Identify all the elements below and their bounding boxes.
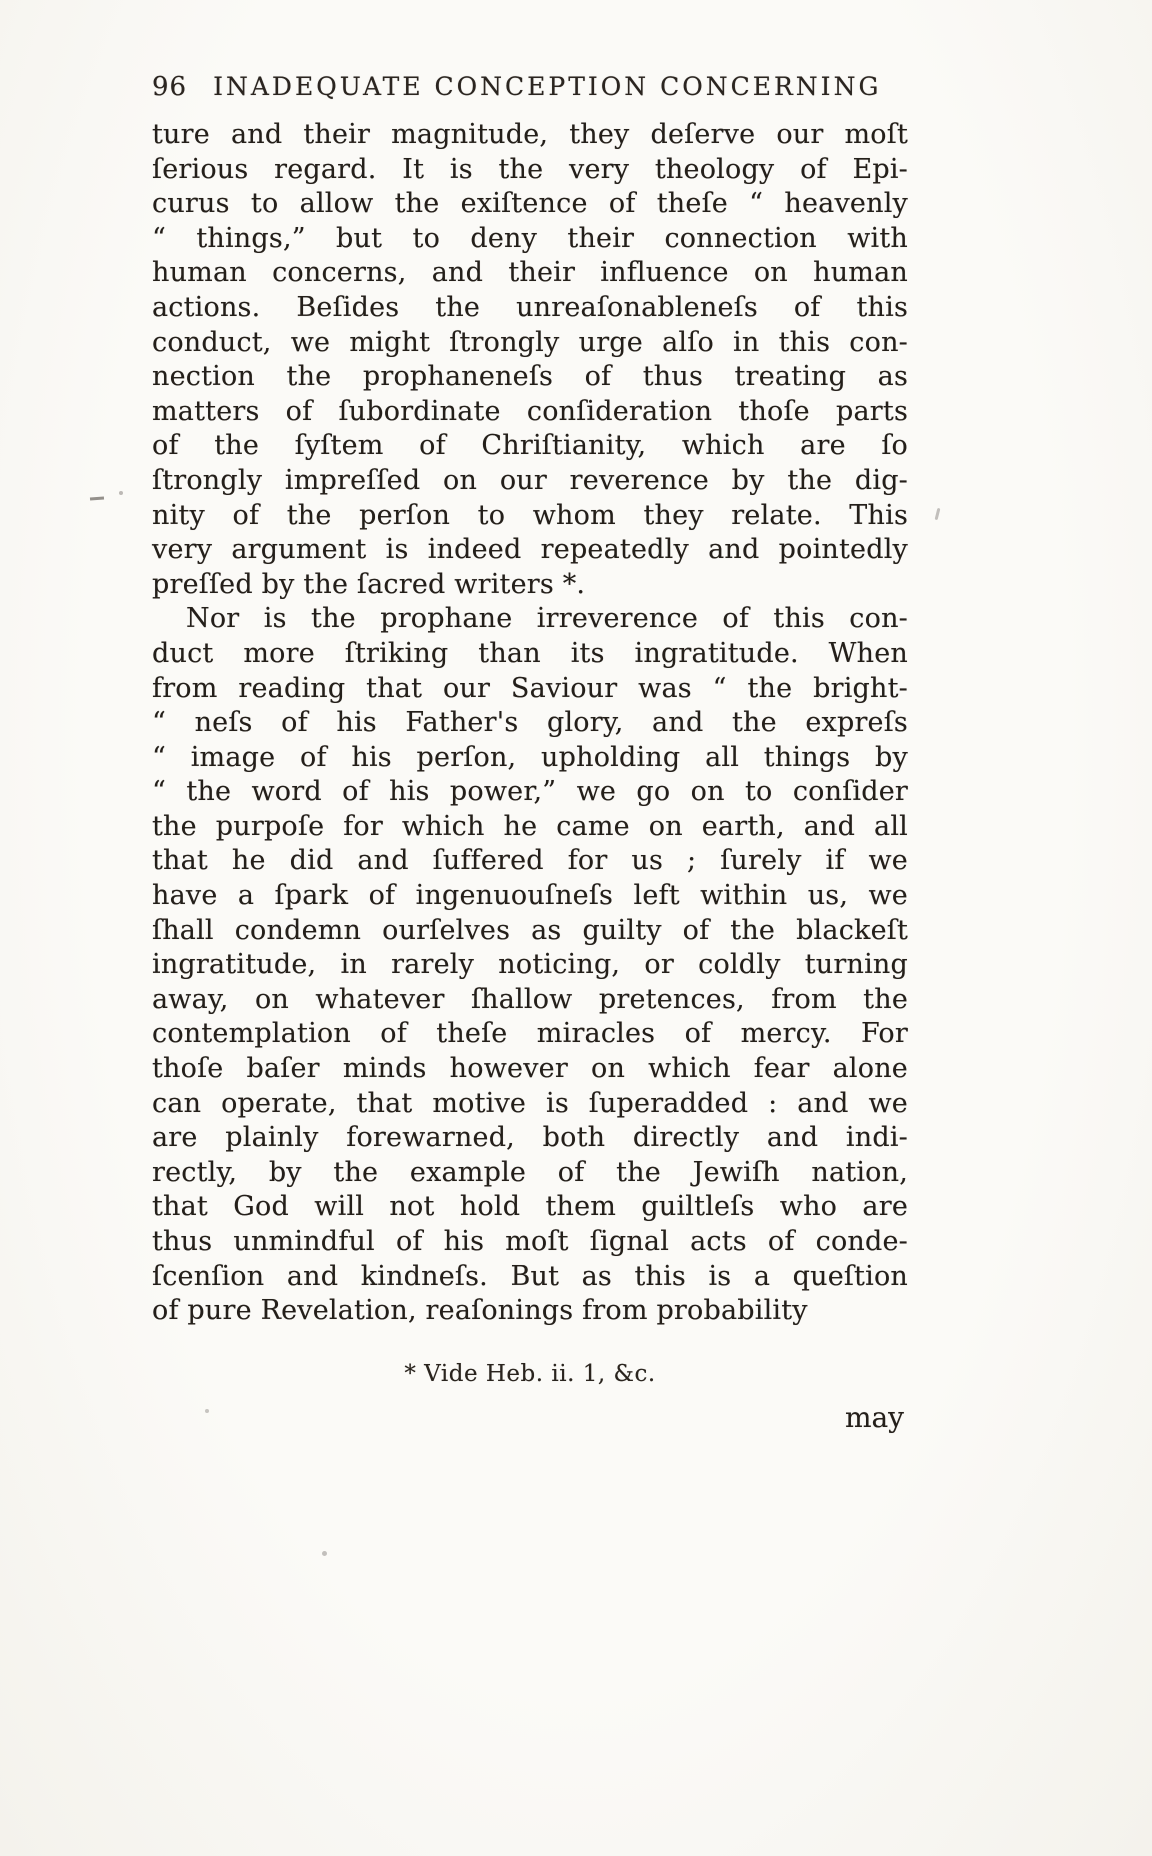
text-line: curus to allow the exiſtence of theſe “ heavenly bbox=[152, 188, 908, 220]
text-line: that God will not hold them guiltleſs who are bbox=[152, 1191, 908, 1223]
text-line: of the ſyſtem of Chriſtianity, which are ſo bbox=[152, 430, 908, 462]
text-line: ingratitude, in rarely noticing, or coldly turning bbox=[152, 949, 908, 981]
catchword: may bbox=[844, 1400, 904, 1434]
text-line: matters of ſubordinate conſideration thoſe parts bbox=[152, 395, 908, 427]
body-text bbox=[152, 118, 908, 1329]
text-line: ture and their magnitude, they deſerve our moſt bbox=[152, 119, 908, 150]
scan-artifact bbox=[205, 1409, 209, 1413]
text-line: are plainly forewarned, both directly and indi- bbox=[152, 1122, 908, 1154]
scan-artifact bbox=[322, 1551, 327, 1556]
text-line: contemplation of theſe miracles of mercy. For bbox=[152, 1018, 908, 1050]
scan-artifact bbox=[90, 497, 104, 501]
text-line: that he did and ſuffered for us ; ſurely if we bbox=[152, 845, 908, 877]
text-line: “ image of his perſon, upholding all things by bbox=[152, 741, 908, 773]
text-line: the purpoſe for which he came on earth, and all bbox=[152, 810, 908, 842]
text-line: can operate, that motive is ſuperadded : and we bbox=[152, 1087, 908, 1119]
text-line: ſerious regard. It is the very theology of Epi- bbox=[152, 153, 908, 185]
scan-artifact bbox=[119, 491, 123, 495]
text-line: conduct, we might ſtrongly urge alſo in this con- bbox=[152, 326, 908, 358]
text-line: ſtrongly impreſſed on our reverence by the dig- bbox=[152, 464, 908, 496]
text-line: of pure Revelation, reaſonings from probability bbox=[152, 1295, 808, 1327]
text-line: nity of the perſon to whom they relate. This bbox=[152, 499, 908, 531]
text-line: preſſed by the ſacred writers *. bbox=[152, 568, 586, 600]
paragraph-2 bbox=[152, 602, 908, 1328]
page-content bbox=[152, 72, 908, 1434]
page-number: 96 bbox=[152, 72, 188, 102]
text-line: Nor is the prophane irreverence of this con- bbox=[186, 603, 908, 635]
text-line: “ the word of his power,” we go on to conſider bbox=[152, 776, 908, 808]
paragraph-1 bbox=[152, 118, 908, 602]
scan-artifact bbox=[935, 508, 941, 520]
running-header-title: INADEQUATE CONCEPTION CONCERNING bbox=[213, 72, 882, 101]
text-line: rectly, by the example of the Jewiſh nation, bbox=[152, 1156, 908, 1188]
text-line: “ things,” but to deny their connection with bbox=[152, 222, 908, 254]
text-line: nection the prophaneneſs of thus treating as bbox=[152, 361, 908, 393]
text-line: from reading that our Saviour was “ the bright- bbox=[152, 672, 908, 704]
text-line: ſcenſion and kindneſs. But as this is a queſtion bbox=[152, 1260, 908, 1292]
text-line: actions. Beſides the unreaſonableneſs of this bbox=[152, 291, 908, 323]
text-line: ſhall condemn ourſelves as guilty of the blackeſt bbox=[152, 914, 908, 946]
running-header bbox=[152, 72, 908, 102]
text-line: duct more ſtriking than its ingratitude. When bbox=[152, 637, 908, 669]
text-line: thus unmindful of his moſt ſignal acts of conde- bbox=[152, 1226, 908, 1257]
text-line: have a ſpark of ingenuouſneſs left within us, we bbox=[152, 880, 908, 912]
text-line: “ neſs of his Father's glory, and the expreſs bbox=[152, 707, 908, 739]
footnote: * Vide Heb. ii. 1, &c. bbox=[404, 1360, 656, 1387]
text-line: away, on whatever ſhallow pretences, from the bbox=[152, 983, 908, 1015]
text-line: very argument is indeed repeatedly and pointedly bbox=[152, 534, 908, 566]
text-line: thoſe baſer minds however on which fear alone bbox=[152, 1053, 908, 1085]
text-line: human concerns, and their influence on human bbox=[152, 257, 908, 289]
